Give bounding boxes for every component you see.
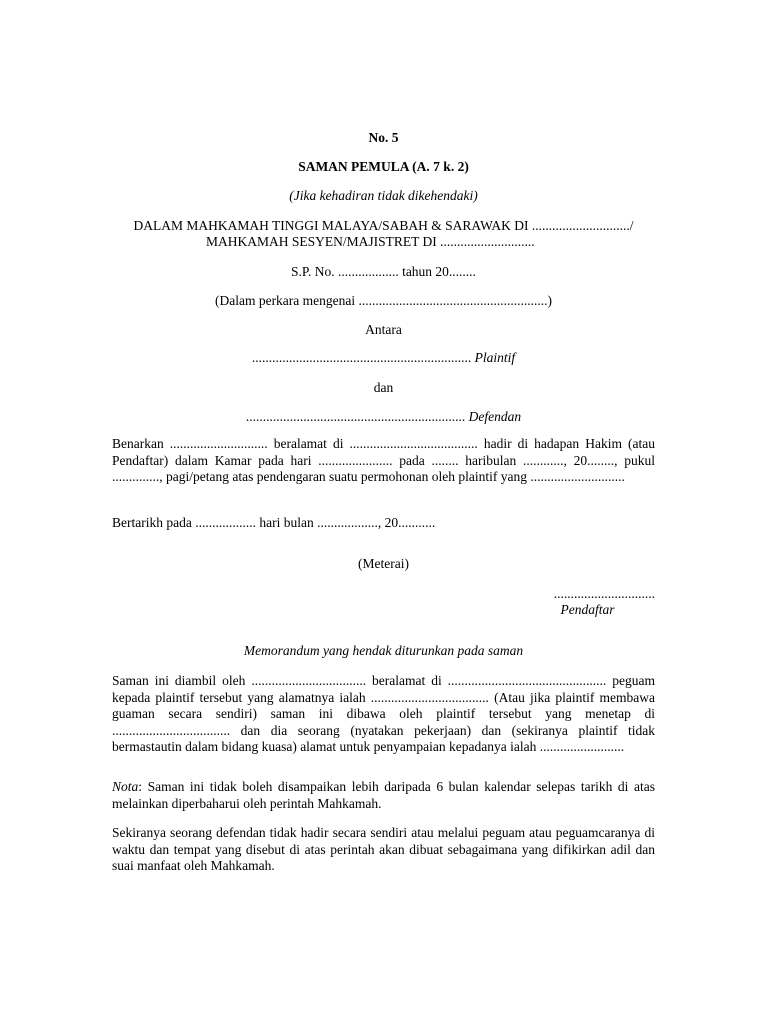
defendant-dots: ................................................................. [245, 409, 466, 424]
defendant-line [112, 409, 655, 425]
registrar-signature [480, 586, 655, 618]
plaintiff-line [112, 350, 655, 366]
court-line-1: DALAM MAHKAMAH TINGGI MALAYA/SABAH & SARAWAK DI ............................./ [133, 218, 634, 233]
note-text: : Saman ini tidak boleh disampaikan lebih daripada 6 bulan kalendar selepas tarikh di atas melainkan diperbaharui oleh perintah Mahkamah. [112, 779, 655, 811]
note-label: Nota [112, 779, 139, 794]
summons-paragraph: Benarkan ............................. beralamat di ...................................... hadir di hadapan Hakim (atau Pendaftar) dalam Kamar pada hari ...................... pada ........ haribulan ............, 20........, pukul .............., pagi/petang atas pendengaran suatu permohonan oleh plaintif yang ............................ [112, 436, 655, 484]
dated-line: Bertarikh pada .................. hari bulan .................., 20........... [112, 515, 436, 530]
registrar-dots: .............................. [553, 586, 655, 601]
final-paragraph: Sekiranya seorang defendan tidak hadir secara sendiri atau melalui peguam atau peguamcaranya di waktu dan tempat yang disebut di atas perintah akan dibuat sebagaimana yang difikirkan adil dan suai manfaat oleh Mahkamah. [112, 825, 655, 873]
memorandum-heading: Memorandum yang hendak diturunkan pada saman [243, 643, 524, 658]
registrar-label: Pendaftar [560, 602, 615, 617]
form-title: SAMAN PEMULA (A. 7 k. 2) [298, 159, 469, 174]
plaintiff-label: Plaintif [474, 350, 516, 365]
case-number: S.P. No. .................. tahun 20........ [291, 264, 476, 279]
memorandum-paragraph: Saman ini diambil oleh .................................. beralamat di ............................................... peguam kepada plaintif tersebut yang alamatnya ialah ................................... (Atau jika plaintif membawa guaman secara sendiri) saman ini dibawa oleh plaintif tersebut yang menetap di ................................... dan dia seorang (nyatakan pekerjaan) dan (sekiranya plaintif tidak bermastautin dalam bidang kuasa) alamat untuk penyampaian kepadanya ialah ......................... [112, 673, 655, 754]
defendant-label: Defendan [468, 409, 522, 424]
plaintiff-dots: ................................................................. [251, 350, 472, 365]
court-line-2: MAHKAMAH SESYEN/MAJISTRET DI ............................ [206, 234, 535, 249]
seal-label: (Meterai) [358, 556, 409, 571]
between-label: Antara [365, 322, 402, 337]
note-paragraph [112, 779, 655, 812]
form-subtitle: (Jika kehadiran tidak dikehendaki) [289, 188, 478, 203]
form-number: No. 5 [368, 130, 399, 145]
and-label: dan [373, 380, 394, 395]
matter-line: (Dalam perkara mengenai ........................................................) [214, 293, 553, 308]
